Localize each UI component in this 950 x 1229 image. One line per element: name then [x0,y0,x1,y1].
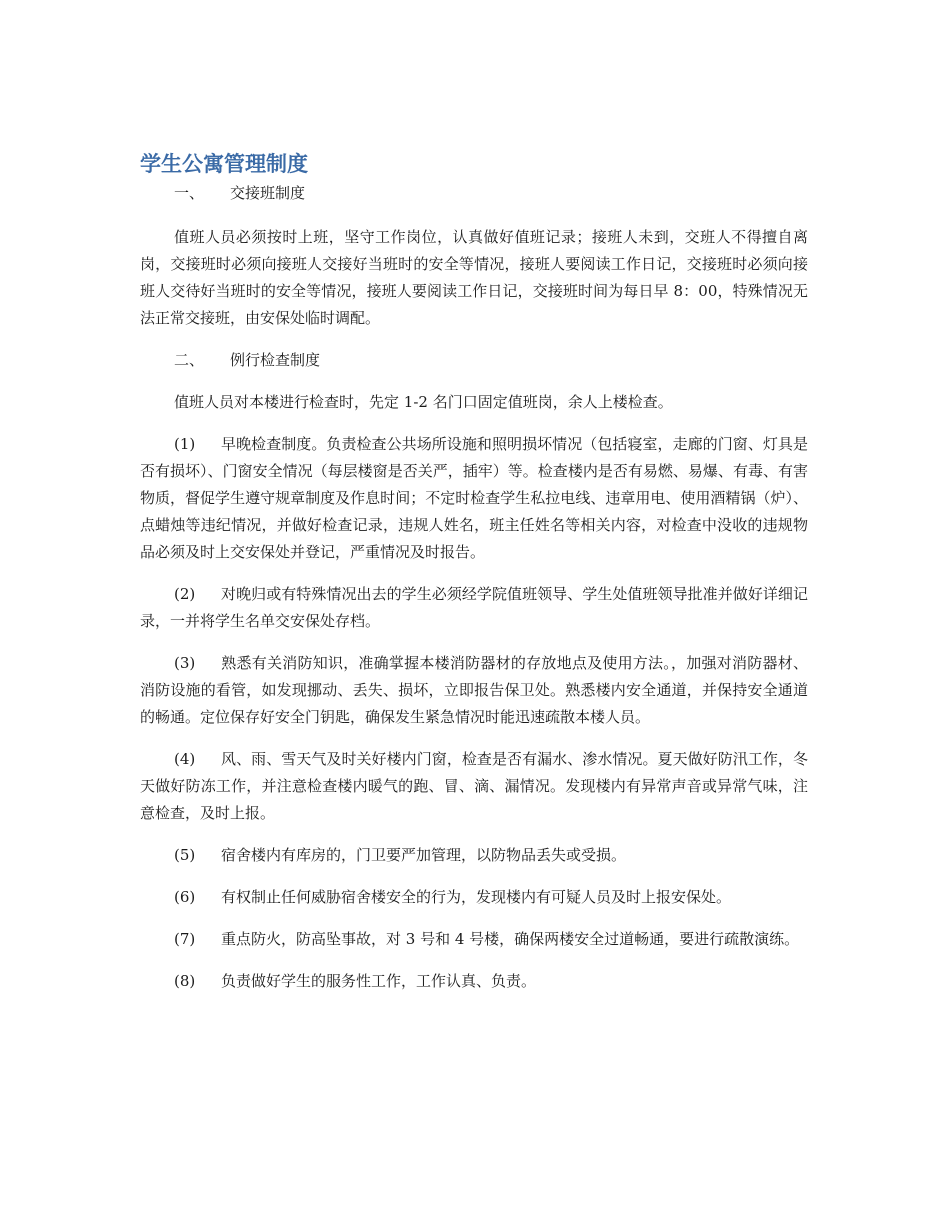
section-number: 二、 [174,351,205,369]
list-item-text: 宿舍楼内有库房的，门卫要严加管理，以防物品丢失或受损。 [221,846,627,864]
list-item-text: 负责做好学生的服务性工作，工作认真、负责。 [221,972,537,990]
paragraph: 值班人员对本楼进行检查时，先定 1-2 名门口固定值班岗，余人上楼检查。 [174,393,673,411]
document-page [140,148,808,995]
list-item-text: 对晚归或有特殊情况出去的学生必须经学院值班领导、学生处值班领导批准并做好详细记录，一并将学生名单交安保处存档。 [140,585,808,630]
list-item-number: (8) [174,972,196,990]
list-item-text: 有权制止任何威胁宿舍楼安全的行为，发现楼内有可疑人员及时上报安保处。 [221,888,732,906]
list-item-number: (2) [174,585,196,603]
list-item [140,650,808,731]
section-heading-text: 交接班制度 [230,184,306,202]
paragraph: 值班人员必须按时上班，坚守工作岗位，认真做好值班记录；接班人未到，交班人不得擅自离岗，交接班时必须向接班人交接好当班时的安全等情况，接班人要阅读工作日记，交接班时必须向接班人交待好当班时的安全等情况，接班人要阅读工作日记，交接班时间为每日早 8：00，特殊情况无法正常交接班，由安保处临时调配。 [140,228,808,327]
document-title: 学生公寓管理制度 [140,152,308,176]
list-item-number: (1) [174,435,196,453]
list-item [140,926,808,953]
list-item-number: (7) [174,930,196,948]
list-item-text: 风、雨、雪天气及时关好楼内门窗，检查是否有漏水、渗水情况。夏天做好防汛工作，冬天做好防冻工作，并注意检查楼内暖气的跑、冒、滴、漏情况。发现楼内有异常声音或异常气味，注意检查，及时上报。 [140,750,808,822]
list-item-text: 早晚检查制度。负责检查公共场所设施和照明损坏情况（包括寝室，走廊的门窗、灯具是否有损坏）、门窗安全情况（每层楼窗是否关严，插牢）等。检查楼内是否有易燃、易爆、有毒、有害物质，督促学生遵守规章制度及作息时间；不定时检查学生私拉电线、违章用电、使用酒精锅（炉）、点蜡烛等违纪情况，并做好检查记录，违规人姓名，班主任姓名等相关内容，对检查中没收的违规物品必须及时上交安保处并登记，严重情况及时报告。 [140,435,808,561]
list-item-number: (6) [174,888,196,906]
list-item [140,968,808,995]
section-heading-1 [140,180,808,207]
section-heading-2 [140,347,808,374]
list-item [140,431,808,566]
list-item [140,746,808,827]
list-item-number: (4) [174,750,196,768]
list-item-number: (5) [174,846,196,864]
list-item-number: (3) [174,654,196,672]
list-item [140,884,808,911]
list-item-text: 重点防火，防高坠事故，对 3 号和 4 号楼，确保两楼安全过道畅通，要进行疏散演练。 [221,930,800,948]
list-item [140,842,808,869]
section-number: 一、 [174,184,205,202]
list-item-text: 熟悉有关消防知识，准确掌握本楼消防器材的存放地点及使用方法。，加强对消防器材、消防设施的看管，如发现挪动、丢失、损坏，立即报告保卫处。熟悉楼内安全通道，并保持安全通道的畅通。定位保存好安全门钥匙，确保发生紧急情况时能迅速疏散本楼人员。 [140,654,808,726]
section-heading-text: 例行检查制度 [230,351,321,369]
list-item [140,581,808,635]
